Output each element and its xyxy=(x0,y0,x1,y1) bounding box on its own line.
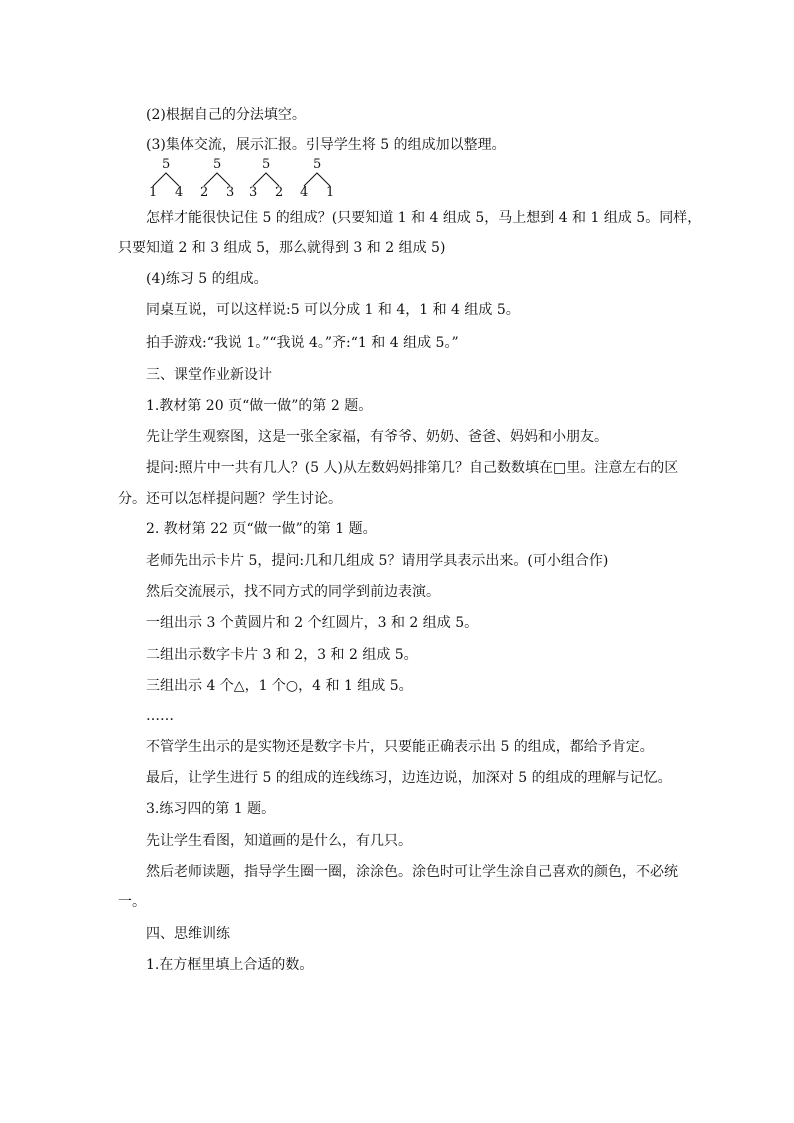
paragraph: 1.在方框里填上合适的数。 xyxy=(146,957,314,973)
paragraph: 然后交流展示，找不同方式的同学到前边表演。 xyxy=(146,584,440,600)
paragraph: 同桌互说，可以这样说:5 可以分成 1 和 4，1 和 4 组成 5。 xyxy=(146,302,520,318)
paragraph: 老师先出示卡片 5，提问:几和几组成 5？请用学具表示出来。(可小组合作) xyxy=(146,553,609,569)
paragraph: 先让学生看图，知道画的是什么，有几只。 xyxy=(146,833,412,849)
paragraph: 三组出示 4 个△，1 个○，4 和 1 组成 5。 xyxy=(146,678,413,694)
part-number: 2 xyxy=(275,185,284,200)
paragraph-continuation: 分。还可以怎样提问题？学生讨论。 xyxy=(118,491,342,507)
part-number: 1 xyxy=(326,185,335,200)
paragraph: 一组出示 3 个黄圆片和 2 个红圆片，3 和 2 组成 5。 xyxy=(146,615,479,631)
paragraph: 拍手游戏:“我说 1。”“我说 4。”齐:“1 和 4 组成 5。” xyxy=(146,335,459,351)
part-number: 4 xyxy=(300,185,309,200)
section-heading: 四、思维训练 xyxy=(146,926,230,942)
paragraph-continuation: 一。 xyxy=(118,894,146,910)
total-number: 5 xyxy=(162,157,171,172)
paragraph: 1.教材第 20 页“做一做”的第 2 题。 xyxy=(146,398,373,414)
decomposition-diagram xyxy=(146,158,366,202)
part-number: 3 xyxy=(249,185,258,200)
paragraph-continuation: 只要知道 2 和 3 组成 5，那么就得到 3 和 2 组成 5) xyxy=(118,240,446,256)
paragraph: 二组出示数字卡片 3 和 2，3 和 2 组成 5。 xyxy=(146,647,418,663)
ellipsis: …… xyxy=(146,708,174,724)
total-number: 5 xyxy=(313,157,322,172)
total-number: 5 xyxy=(262,157,271,172)
paragraph: 2. 教材第 22 页“做一做”的第 1 题。 xyxy=(146,521,377,537)
paragraph: (3)集体交流，展示汇报。引导学生将 5 的组成加以整理。 xyxy=(146,137,506,153)
paragraph: 先让学生观察图，这是一张全家福，有爷爷、奶奶、爸爸、妈妈和小朋友。 xyxy=(146,429,608,445)
paragraph: 最后，让学生进行 5 的组成的连线练习，边连边说，加深对 5 的组成的理解与记忆。 xyxy=(146,770,672,786)
paragraph: 提问:照片中一共有几人？(5 人)从左数妈妈排第几？自己数数填在□里。注意左右的区 xyxy=(146,460,679,476)
paragraph: 然后老师读题，指导学生圈一圈，涂涂色。涂色时可让学生涂自己喜欢的颜色，不必统 xyxy=(146,864,678,880)
section-heading: 三、课堂作业新设计 xyxy=(146,367,272,383)
paragraph: (2)根据自己的分法填空。 xyxy=(146,107,306,123)
part-number: 1 xyxy=(149,185,158,200)
part-number: 3 xyxy=(226,185,235,200)
paragraph: 怎样才能很快记住 5 的组成？(只要知道 1 和 4 组成 5，马上想到 4 和 1 组成 5。同样， xyxy=(146,210,702,226)
total-number: 5 xyxy=(213,157,222,172)
paragraph: (4)练习 5 的组成。 xyxy=(146,271,268,287)
part-number: 2 xyxy=(200,185,209,200)
part-number: 4 xyxy=(175,185,184,200)
paragraph: 不管学生出示的是实物还是数字卡片，只要能正确表示出 5 的组成，都给予肯定。 xyxy=(146,739,654,755)
paragraph: 3.练习四的第 1 题。 xyxy=(146,801,276,817)
